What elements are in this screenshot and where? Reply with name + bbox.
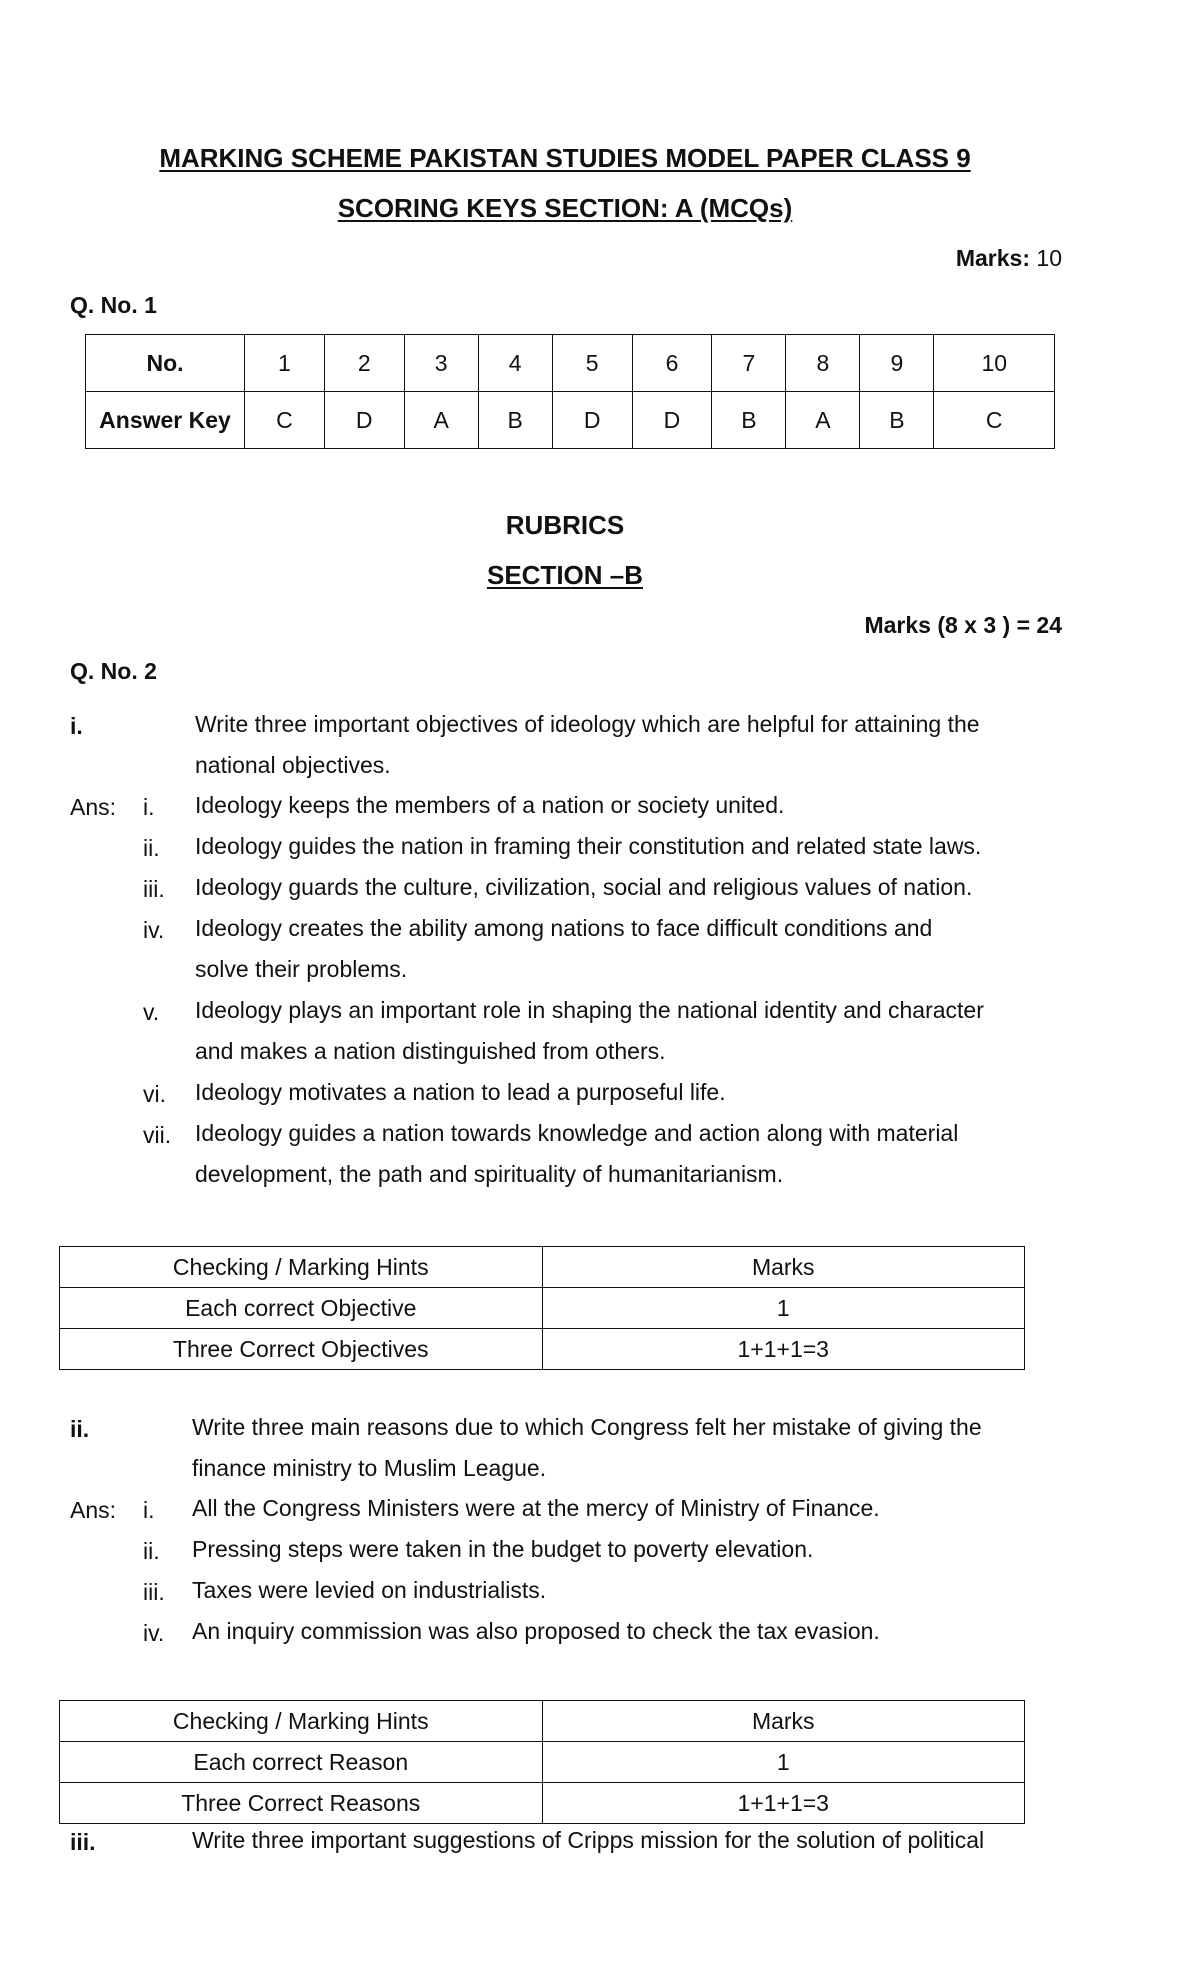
answer-line: and makes a nation distinguished from others. (195, 1038, 666, 1064)
answer-text: Ideology guards the culture, civilization, social and religious values of nation. (195, 874, 973, 900)
question-line: Write three main reasons due to which Congress felt her mistake of giving the (192, 1414, 982, 1440)
table-row (60, 1701, 1025, 1742)
answer-text: Ideology motivates a nation to lead a purposeful life. (195, 1079, 726, 1105)
question-line: Write three important objectives of ideology which are helpful for attaining the (195, 711, 980, 737)
table-cell: 1 (542, 1742, 1025, 1783)
table-cell: 7 (712, 335, 786, 392)
table-row (60, 1329, 1025, 1370)
answer-numeral: vii. (143, 1122, 172, 1148)
table-row (86, 335, 1055, 392)
table-cell: 5 (552, 335, 632, 392)
table-cell: Three Correct Reasons (60, 1783, 543, 1824)
table-cell: 8 (786, 335, 860, 392)
table-header-cell: Marks (542, 1701, 1025, 1742)
answer-line: Ideology plays an important role in shaping the national identity and character (195, 997, 984, 1023)
part-i-numeral: i. (70, 713, 83, 739)
table-cell: 9 (860, 335, 934, 392)
table-cell: Three Correct Objectives (60, 1329, 543, 1370)
table-cell: 3 (404, 335, 478, 392)
table-row (60, 1247, 1025, 1288)
table-cell: D (632, 392, 712, 449)
answer-numeral: ii. (143, 835, 160, 861)
part-i-question (195, 704, 980, 786)
table-row (60, 1288, 1025, 1329)
table-row (60, 1783, 1025, 1824)
part-ii-numeral: ii. (70, 1416, 90, 1442)
answer-text (195, 908, 932, 990)
answer-numeral: i. (143, 794, 155, 820)
answer-text: All the Congress Ministers were at the mercy of Ministry of Finance. (192, 1495, 880, 1521)
table-cell: B (712, 392, 786, 449)
answer-numeral: vi. (143, 1081, 166, 1107)
table-cell: 1 (245, 335, 325, 392)
answer-text (195, 1113, 958, 1195)
table-cell: A (786, 392, 860, 449)
table-cell: D (552, 392, 632, 449)
answer-key-table (85, 334, 1055, 449)
table-cell: 1+1+1=3 (542, 1783, 1025, 1824)
answer-numeral: ii. (143, 1538, 160, 1564)
question-line: finance ministry to Muslim League. (192, 1455, 547, 1481)
answer-numeral: iv. (143, 1620, 165, 1646)
table-cell: A (404, 392, 478, 449)
table-header-cell: Marks (542, 1247, 1025, 1288)
table-header-cell: Checking / Marking Hints (60, 1701, 543, 1742)
question-line: national objectives. (195, 752, 391, 778)
table-cell: 4 (478, 335, 552, 392)
answer-text: Pressing steps were taken in the budget to poverty elevation. (192, 1536, 814, 1562)
table-cell: Each correct Objective (60, 1288, 543, 1329)
part-iii-numeral: iii. (70, 1829, 96, 1855)
part-i-marking-hints-table (59, 1246, 1025, 1370)
section-b-marks: Marks (8 x 3 ) = 24 (864, 612, 1062, 638)
rubrics-title: RUBRICS (505, 510, 625, 540)
answer-text: Taxes were levied on industrialists. (192, 1577, 547, 1603)
part-iii-question: Write three important suggestions of Cripps mission for the solution of political (192, 1827, 985, 1853)
marks-label: Marks: (955, 245, 1031, 271)
answer-line: development, the path and spirituality of humanitarianism. (195, 1161, 784, 1187)
row-header-no: No. (86, 335, 245, 392)
answer-text (195, 990, 984, 1072)
table-cell: B (478, 392, 552, 449)
answer-numeral: iii. (143, 1579, 165, 1605)
section-a-title: SCORING KEYS SECTION: A (MCQs) (337, 193, 793, 223)
table-cell: 6 (632, 335, 712, 392)
part-ii-ans-label: Ans: (70, 1497, 117, 1523)
section-a-marks (956, 245, 1062, 272)
answer-line: Ideology creates the ability among nations to face difficult conditions and (195, 915, 933, 941)
section-b-title: SECTION –B (486, 560, 644, 590)
table-cell: C (245, 392, 325, 449)
table-row (86, 392, 1055, 449)
part-i-ans-label: Ans: (70, 794, 117, 820)
answer-text: An inquiry commission was also proposed to check the tax evasion. (192, 1618, 880, 1644)
table-cell: 2 (324, 335, 404, 392)
table-cell: D (324, 392, 404, 449)
table-cell: Each correct Reason (60, 1742, 543, 1783)
table-cell: C (934, 392, 1055, 449)
answer-numeral: iv. (143, 917, 165, 943)
answer-numeral: iii. (143, 876, 165, 902)
table-cell: 10 (934, 335, 1055, 392)
part-ii-marking-hints-table (59, 1700, 1025, 1824)
question-1-label: Q. No. 1 (70, 292, 157, 318)
answer-text: Ideology guides the nation in framing their constitution and related state laws. (195, 833, 982, 859)
answer-line: solve their problems. (195, 956, 408, 982)
page-title: MARKING SCHEME PAKISTAN STUDIES MODEL PAPER CLASS 9 (159, 143, 971, 173)
question-2-label: Q. No. 2 (70, 658, 157, 684)
table-cell: B (860, 392, 934, 449)
row-header-answer-key: Answer Key (86, 392, 245, 449)
answer-text: Ideology keeps the members of a nation or society united. (195, 792, 785, 818)
answer-numeral: i. (143, 1497, 155, 1523)
part-ii-question (192, 1407, 982, 1489)
answer-line: Ideology guides a nation towards knowledge and action along with material (195, 1120, 959, 1146)
answer-numeral: v. (143, 999, 160, 1025)
table-cell: 1 (542, 1288, 1025, 1329)
table-row (60, 1742, 1025, 1783)
marks-value: 10 (1036, 245, 1062, 271)
table-cell: 1+1+1=3 (542, 1329, 1025, 1370)
table-header-cell: Checking / Marking Hints (60, 1247, 543, 1288)
